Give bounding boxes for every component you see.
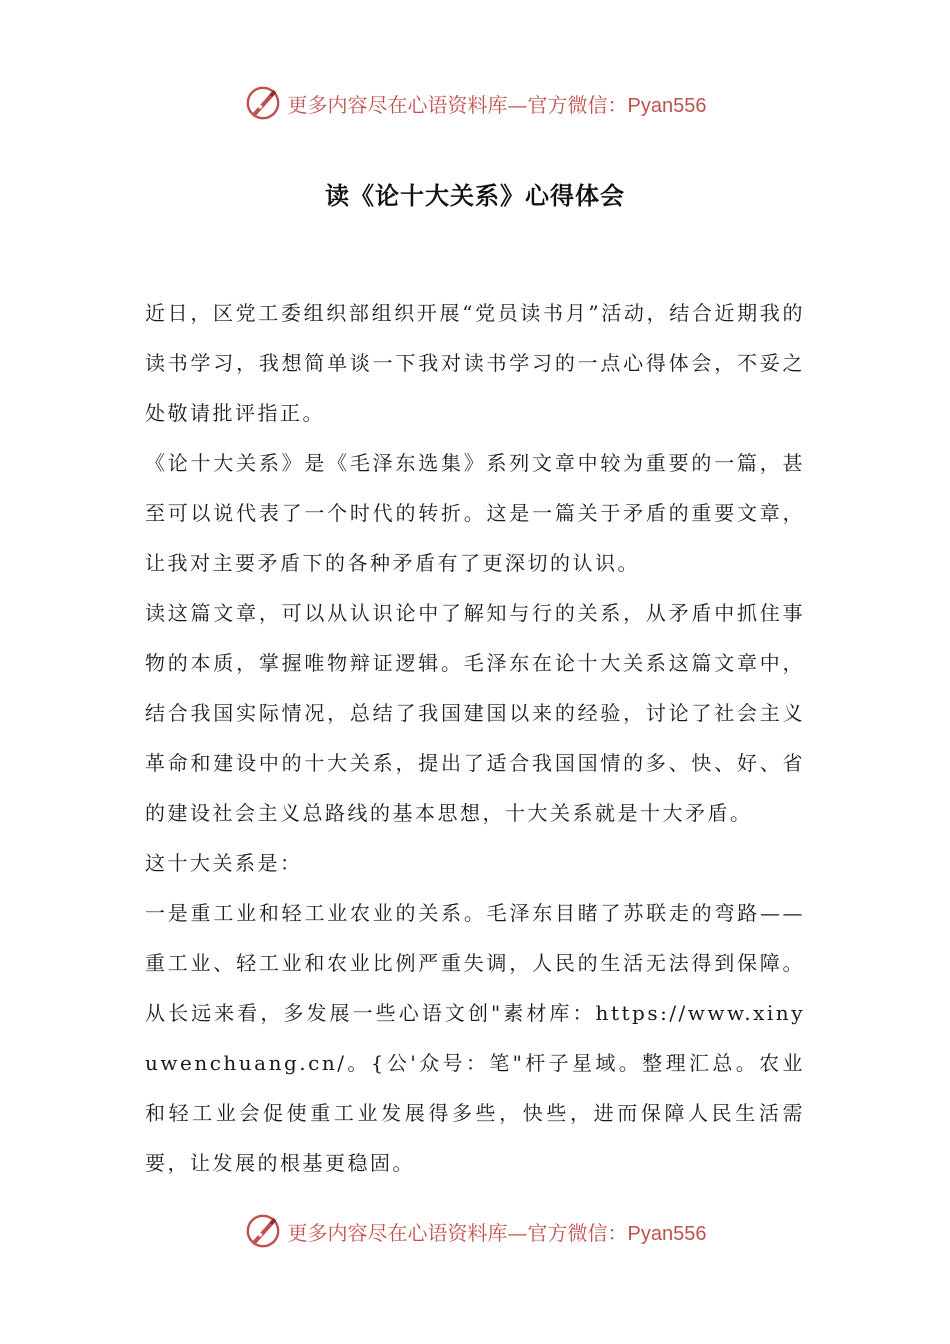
paragraph: 这十大关系是： [145, 851, 303, 875]
footer-banner-text: 更多内容尽在心语资料库—官方微信：Pyan556 [287, 1220, 707, 1245]
paragraph: 一是重工业和轻工业农业的关系。毛泽东目睹了苏联走的弯路——重工业、轻工业和农业比例严重失调，人民的生活无法得到保障。从长远来看，多发展一些心语文创"素材库：https://www.xinyuwenchuang.cn/。{公'众号：笔"杆子星域。整理汇总。农业和轻工业会促使重工业发展得多些，快些，进而保障人民生活需要，让发展的根基更稳固。 [145, 901, 805, 1175]
footer-wechat-id: Pyan556 [627, 1222, 707, 1245]
footer-banner [0, 1206, 950, 1256]
pen-logo-icon [244, 1212, 282, 1250]
pen-logo-icon [244, 84, 282, 122]
header-wechat-id: Pyan556 [627, 94, 707, 117]
document-body [145, 288, 805, 1188]
paragraph: 读这篇文章，可以从认识论中了解知与行的关系，从矛盾中抓住事物的本质，掌握唯物辩证逻辑。毛泽东在论十大关系这篇文章中，结合我国实际情况，总结了我国建国以来的经验，讨论了社会主义革命和建设中的十大关系，提出了适合我国国情的多、快、好、省的建设社会主义总路线的基本思想，十大关系就是十大矛盾。 [145, 601, 805, 825]
header-banner [0, 78, 950, 128]
document-title: 读《论十大关系》心得体会 [325, 181, 625, 210]
paragraph: 近日，区党工委组织部组织开展“党员读书月”活动，结合近期我的读书学习，我想简单谈一下我对读书学习的一点心得体会，不妥之处敬请批评指正。 [145, 301, 805, 425]
header-banner-text: 更多内容尽在心语资料库—官方微信：Pyan556 [287, 92, 707, 117]
paragraph: 《论十大关系》是《毛泽东选集》系列文章中较为重要的一篇，甚至可以说代表了一个时代的转折。这是一篇关于矛盾的重要文章，让我对主要矛盾下的各种矛盾有了更深切的认识。 [145, 451, 805, 575]
